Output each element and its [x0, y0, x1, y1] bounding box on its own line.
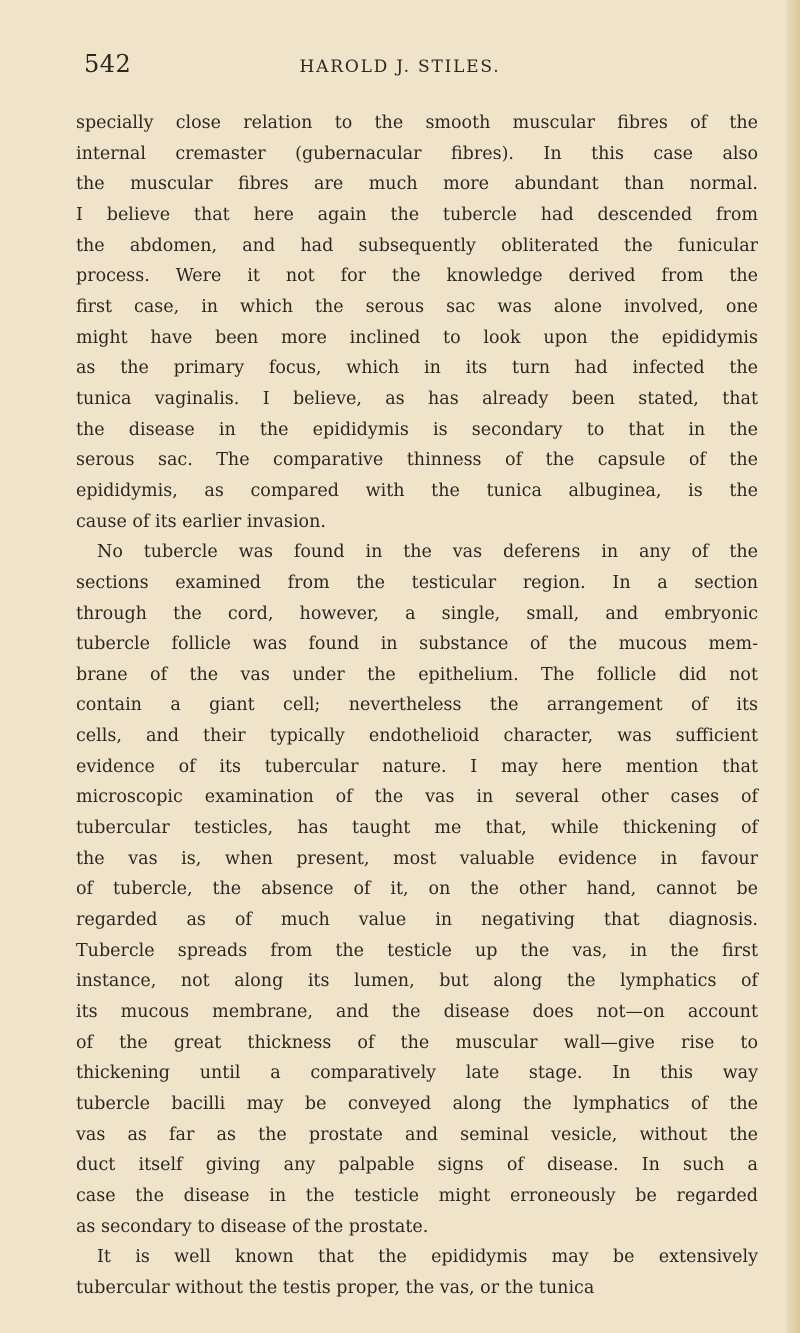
- text-line: vas as far as the prostate and seminal vesicle, without the: [76, 1124, 758, 1145]
- page-number: 542: [84, 50, 132, 78]
- text-line: tubercular testicles, has taught me that, while thickening of: [76, 818, 758, 839]
- text-line: instance, not along its lumen, but along the lymphatics of: [76, 971, 758, 992]
- text-line: as secondary to disease of the prostate.: [76, 1216, 429, 1237]
- text-line: tubercle bacilli may be conveyed along the lymphatics of the: [76, 1094, 758, 1114]
- text-line: No tubercle was found in the vas deferens in any of the: [97, 542, 758, 563]
- text-line: the abdomen, and had subsequently obliterated the funicular: [76, 235, 758, 256]
- text-line: thickening until a comparatively late stage. In this way: [76, 1063, 758, 1084]
- page-edge-shadow: [786, 0, 800, 1333]
- text-line: tubercular without the testis proper, the vas, or the tunica: [76, 1277, 595, 1298]
- body-text: [76, 108, 758, 1304]
- text-line: case the disease in the testicle might erroneously be regarded: [76, 1185, 758, 1206]
- text-line: process. Were it not for the knowledge derived from the: [76, 266, 758, 287]
- text-line: might have been more inclined to look upon the epididymis: [76, 327, 758, 348]
- text-line: microscopic examination of the vas in several other cases of: [76, 787, 758, 808]
- text-line: through the cord, however, a single, small, and embryonic: [76, 603, 758, 624]
- text-line: the disease in the epididymis is secondary to that in the: [76, 419, 758, 440]
- text-line: specially close relation to the smooth muscular fibres of the: [76, 113, 758, 133]
- text-line: sections examined from the testicular region. In a section: [76, 572, 758, 593]
- text-line: the vas is, when present, most valuable evidence in favour: [76, 848, 758, 869]
- text-line: of the great thickness of the muscular wall—give rise to: [76, 1032, 758, 1053]
- text-line: epididymis, as compared with the tunica albuginea, is the: [76, 480, 758, 501]
- text-line: cells, and their typically endothelioid character, was sufficient: [76, 726, 758, 747]
- text-line: first case, in which the serous sac was alone involved, one: [76, 296, 758, 317]
- text-line: as the primary focus, which in its turn had infected the: [76, 358, 758, 379]
- text-line: serous sac. The comparative thinness of the capsule of the: [76, 450, 758, 471]
- text-line: contain a giant cell; nevertheless the arrangement of its: [76, 695, 758, 716]
- text-line: the muscular fibres are much more abundant than normal.: [76, 174, 758, 195]
- text-line: of tubercle, the absence of it, on the other hand, cannot be: [76, 879, 758, 900]
- text-line: duct itself giving any palpable signs of disease. In such a: [76, 1155, 758, 1176]
- page-header: [0, 50, 800, 90]
- text-line: tunica vaginalis. I believe, as has already been stated, that: [76, 388, 758, 409]
- text-line: It is well known that the epididymis may be extensively: [97, 1247, 758, 1268]
- text-line: tubercle follicle was found in substance of the mucous mem-: [76, 634, 758, 655]
- text-line: its mucous membrane, and the disease does not—on account: [76, 1002, 758, 1023]
- text-line: evidence of its tubercular nature. I may here mention that: [76, 756, 758, 777]
- text-line: I believe that here again the tubercle had descended from: [76, 204, 758, 225]
- text-line: regarded as of much value in negativing that diagnosis.: [76, 910, 758, 931]
- text-line: internal cremaster (gubernacular fibres). In this case also: [76, 143, 758, 164]
- running-head: HAROLD J. STILES.: [299, 57, 501, 77]
- text-line: brane of the vas under the epithelium. The follicle did not: [76, 664, 758, 685]
- text-line: cause of its earlier invasion.: [76, 511, 326, 532]
- text-line: Tubercle spreads from the testicle up the vas, in the first: [76, 940, 758, 961]
